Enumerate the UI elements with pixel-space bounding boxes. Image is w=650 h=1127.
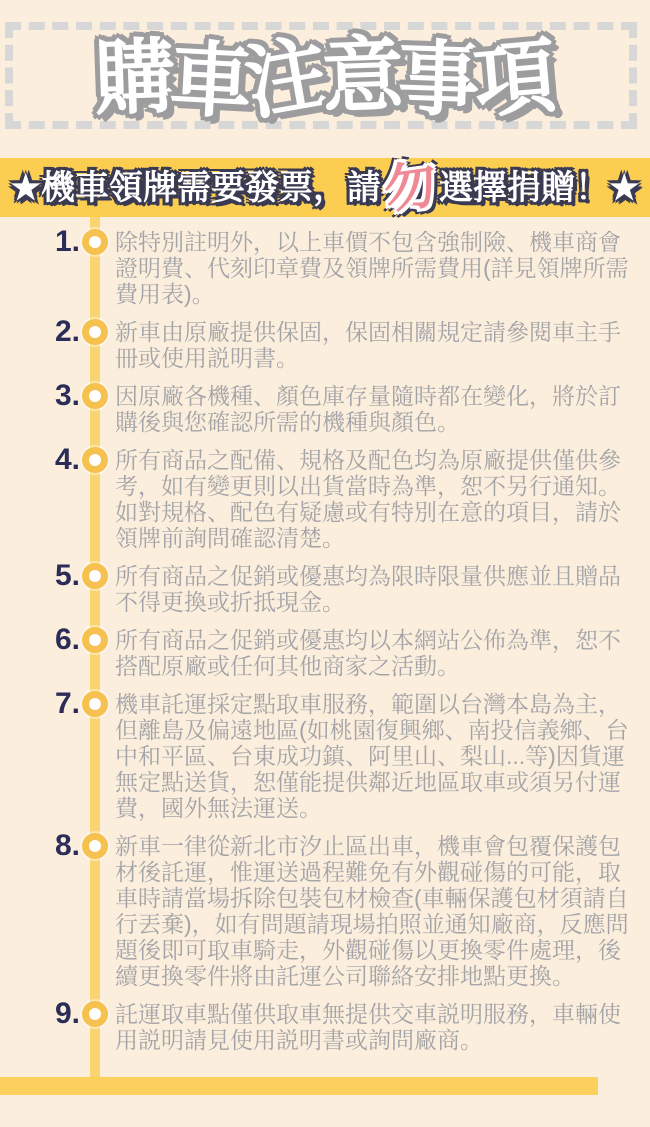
note-text: 機車託運採定點取車服務，範圍以台灣本島為主，但離島及偏遠地區(如桃園復興鄉、南投信義鄉、台中和平區、台東成功鎮、阿里山、梨山...等)因貨運無定點送貨，恕僅能提供鄰近地區取車或須另付運費，國外無法運送。 [115, 691, 629, 821]
bullet-marker-icon [82, 319, 108, 345]
bullet-marker-icon [82, 383, 108, 409]
bullet-marker-icon [82, 563, 108, 589]
note-number: 5. [54, 559, 80, 592]
note-item [0, 379, 650, 435]
note-text: 新車由原廠提供保固，保固相關規定請參閱車主手冊或使用説明書。 [115, 319, 621, 371]
note-number: 6. [54, 623, 80, 656]
bullet-marker-icon [82, 627, 108, 653]
star-icon: ★ [10, 168, 41, 207]
bullet-marker-icon [82, 229, 108, 255]
note-text: 除特別註明外，以上車價不包含強制險、機車商會證明費、代刻印章費及領牌所需費用(詳見領牌所需費用表)。 [115, 229, 629, 307]
title-char: 注 [238, 26, 336, 131]
banner-highlight: 勿 [382, 154, 438, 221]
note-item [0, 225, 650, 307]
note-item [0, 443, 650, 551]
bullet-marker-icon [82, 691, 108, 717]
note-item [0, 623, 650, 679]
note-number: 4. [54, 443, 80, 476]
banner-text-prefix: 機車領牌需要發票，請 [40, 168, 381, 207]
note-item [0, 315, 650, 371]
page-title [0, 20, 650, 138]
bottom-accent-bar [0, 1077, 598, 1095]
note-text: 所有商品之配備、規格及配色均為原廠提供僅供參考，如有變更則以出貨當時為準，恕不另行通知。如對規格、配色有疑慮或有特別在意的項目，請於領牌前詢問確認清楚。 [115, 447, 621, 551]
note-number: 3. [54, 379, 80, 412]
bullet-marker-icon [82, 447, 108, 473]
note-number: 7. [54, 687, 80, 720]
note-item [0, 997, 650, 1053]
note-number: 2. [54, 315, 80, 348]
note-number: 8. [54, 829, 80, 862]
title-char: 項 [470, 30, 560, 129]
title-char: 車 [167, 33, 255, 130]
title-char: 購 [92, 31, 178, 126]
note-number: 1. [54, 225, 80, 258]
note-text: 所有商品之促銷或優惠均為限時限量供應並且贈品不得更換或折抵現金。 [115, 563, 621, 615]
title-char: 意 [320, 29, 406, 124]
note-number: 9. [54, 997, 80, 1030]
note-item [0, 829, 650, 989]
title-char: 事 [396, 33, 482, 128]
note-text: 所有商品之促銷或優惠均以本網站公佈為準，恕不搭配原廠或任何其他商家之活動。 [115, 627, 621, 679]
note-text: 因原廠各機種、顏色庫存量隨時都在變化，將於訂購後與您確認所需的機種與顏色。 [115, 383, 621, 435]
bullet-marker-icon [82, 833, 108, 859]
banner-text-suffix: 選擇捐贈！ [439, 168, 609, 207]
note-text: 新車一律從新北市汐止區出車，機車會包覆保護包材後託運，惟運送過程難免有外觀碰傷的可能，取車時請當場拆除包裝包材檢查(車輛保護包材須請自行丟棄)，如有問題請現場拍照並通知廠商，反應問題後即可取車騎走，外觀碰傷以更換零件處理，後續更換零件將由託運公司聯絡安排地點更換。 [115, 833, 629, 989]
notice-banner [0, 154, 650, 221]
note-item [0, 559, 650, 615]
notes-list [0, 225, 650, 1065]
bullet-marker-icon [82, 1001, 108, 1027]
star-icon: ★ [609, 168, 640, 207]
note-text: 託運取車點僅供取車無提供交車説明服務，車輛使用説明請見使用説明書或詢問廠商。 [115, 1001, 621, 1053]
note-item [0, 687, 650, 821]
